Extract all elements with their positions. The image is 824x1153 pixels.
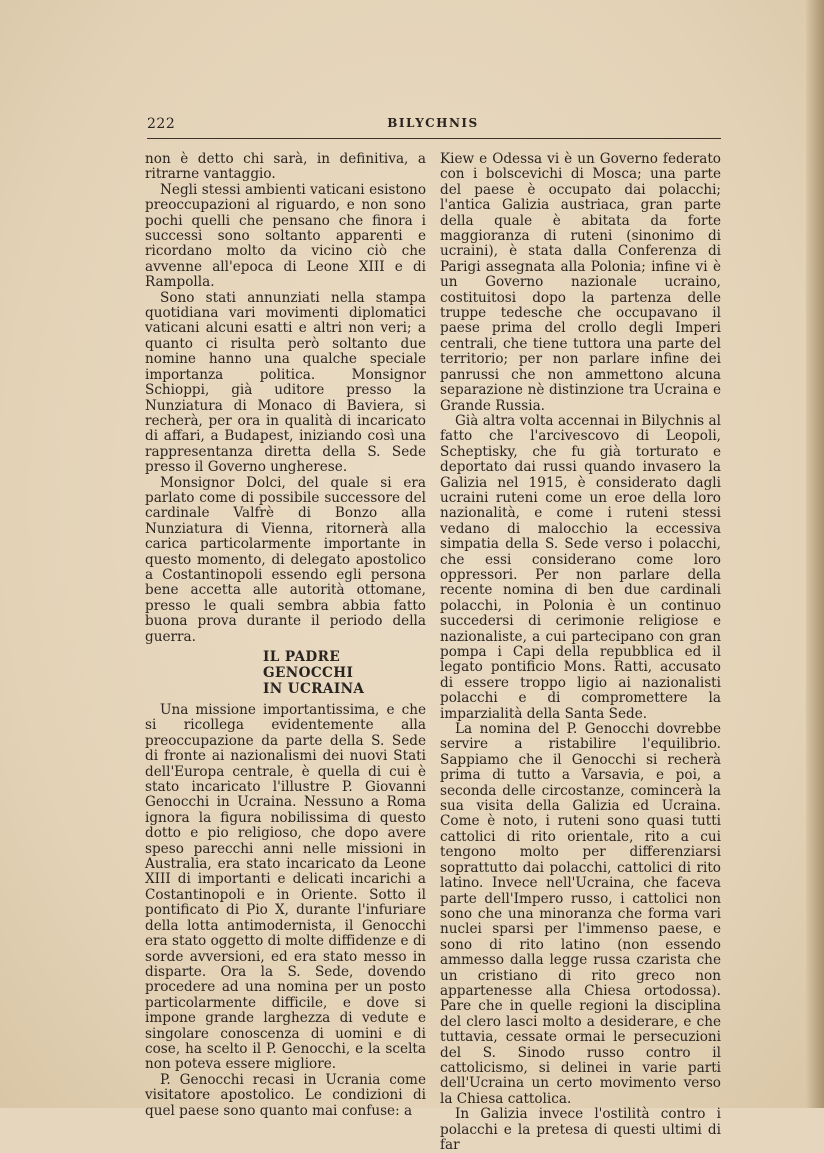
section-heading-line: IN UCRAINA <box>263 681 365 697</box>
header-rule <box>147 138 721 139</box>
paragraph: In Galizia invece l'ostilità contro i polacchi e la pretesa di questi ultimi di far <box>440 1106 721 1153</box>
right-column <box>440 152 721 1153</box>
paragraph: non è detto chi sarà, in definitiva, a ritrarne vantaggio. <box>145 151 426 183</box>
page-number: 222 <box>147 116 176 132</box>
paragraph: Monsignor Dolci, del quale si era parlato come di possibile successore del cardinale Valfrè di Bonzo alla Nunziatura di Vienna, ritornerà alla carica particolarmente importante in questo momento, di delegato apostolico a Costantinopoli essendo egli persona bene accetta alle autorità ottomane, presso le quali sembra abbia fatto buona prova durante il periodo della guerra. <box>145 474 426 645</box>
left-column <box>145 152 426 1119</box>
section-heading <box>145 649 426 697</box>
paragraph: Kiew e Odessa vi è un Governo federato con i bolscevichi di Mosca; una parte del paese è occupato dai polacchi; l'antica Galizia austriaca, gran parte della quale è abitata da forte maggioranza di ruteni (sinonimo di ucraini), è stata dalla Conferenza di Parigi assegnata alla Polonia; infine vi è un Governo nazionale ucraino, costituitosi dopo la partenza delle truppe tedesche che occupavano il paese prima del crollo degli Imperi centrali, che tiene tuttora una parte del territorio; per non parlare infine dei panrussi che non ammettono alcuna separazione nè distinzione tra Ucraina e Grande Russia. <box>440 151 721 414</box>
paragraph: La nomina del P. Genocchi dovrebbe servire a ristabilire l'equilibrio. Sappiamo che il Genocchi si recherà prima di tutto a Varsavia, e poi, a seconda delle circostanze, comincerà la sua visita della Galizia ed Ucraina. Come è noto, i ruteni sono quasi tutti cattolici di rito orientale, rito a cui tengono molto per differenziarsi soprattutto dai polacchi, cattolici di rito latino. Invece nell'Ucraina, che faceva parte dell'Impero russo, i cattolici non sono che una minoranza che forma vari nuclei sparsi per l'immenso paese, e sono di rito latino (non essendo ammesso dalla legge russa czarista che un cristiano di rito greco non appartenesse alla Chiesa ortodossa). Pare che in quelle regioni la disciplina del clero lasci molto a desiderare, e che tuttavia, cessate ormai le persecuzioni del S. Sinodo russo contro il cattolicismo, si delinei in varie parti dell'Ucraina un certo movimento verso la Chiesa cattolica. <box>440 721 721 1107</box>
paragraph: Già altra volta accennai in Bilychnis al fatto che l'arcivescovo di Leopoli, Scheptisky, che fu già torturato e deportato dai russi quando invasero la Galizia nel 1915, è considerato dagli ucraini ruteni come un eroe della loro nazionalità, e come i ruteni stessi vedano di malocchio la eccessiva simpatia della S. Sede verso i polacchi, che essi considerano come loro oppressori. Per non parlare della recente nomina di ben due cardinali polacchi, in Polonia è un continuo succedersi di cerimonie religiose e nazionaliste, a cui partecipano con gran pompa i Capi della repubblica ed il legato pontificio Mons. Ratti, accusato di essere troppo ligio ai nazionalisti polacchi e di compromettere la imparzialità della Santa Sede. <box>440 412 721 722</box>
section-heading-line: IL PADRE GENOCCHI <box>263 649 354 681</box>
paragraph: P. Genocchi recasi in Ucrania come visitatore apostolico. Le condizioni di quel paese sono quanto mai confuse: a <box>145 1071 426 1119</box>
paragraph: Sono stati annunziati nella stampa quotidiana vari movimenti diplomatici vaticani alcuni esatti e altri non veri; a quanto ci risulta però soltanto due nomine hanno una qualche speciale importanza politica. Monsignor Schioppi, già uditore presso la Nunziatura di Monaco di Baviera, si recherà, per ora in qualità di incaricato di affari, a Budapest, iniziando così una rappresentanza diretta della S. Sede presso il Governo ungherese. <box>145 289 426 476</box>
page-header <box>147 116 719 136</box>
running-title: BILYCHNIS <box>387 116 479 130</box>
paragraph: Una missione importantissima, e che si ricollega evidentemente alla preoccupazione da parte della S. Sede di fronte ai nazionalismi dei nuovi Stati dell'Europa centrale, è quella di cui è stato incaricato l'illustre P. Giovanni Genocchi in Ucraina. Nessuno a Roma ignora la figura nobilissima di questo dotto e pio religioso, che dopo avere speso parecchi anni nelle missioni in Australia, era stato incaricato da Leone XIII di importanti e delicati incarichi a Costantinopoli e in Oriente. Sotto il pontificato di Pio X, durante l'infuriare della lotta antimodernista, il Genocchi era stato oggetto di molte diffidenze e di sorde avversioni, ed era stato messo in disparte. Ora la S. Sede, dovendo procedere ad una nomina per un posto particolarmente difficile, e dove si impone grande larghezza di vedute e singolare conoscenza di uomini e di cose, ha scelto il P. Genocchi, e la scelta non poteva essere migliore. <box>145 702 426 1073</box>
page-edge <box>806 0 824 1108</box>
paragraph: Negli stessi ambienti vaticani esistono preoccupazioni al riguardo, e non sono pochi quelli che pensano che finora i successi sono soltanto apparenti e ricordano molto da vicino ciò che avvenne all'epoca di Leone XIII e di Rampolla. <box>145 181 426 291</box>
